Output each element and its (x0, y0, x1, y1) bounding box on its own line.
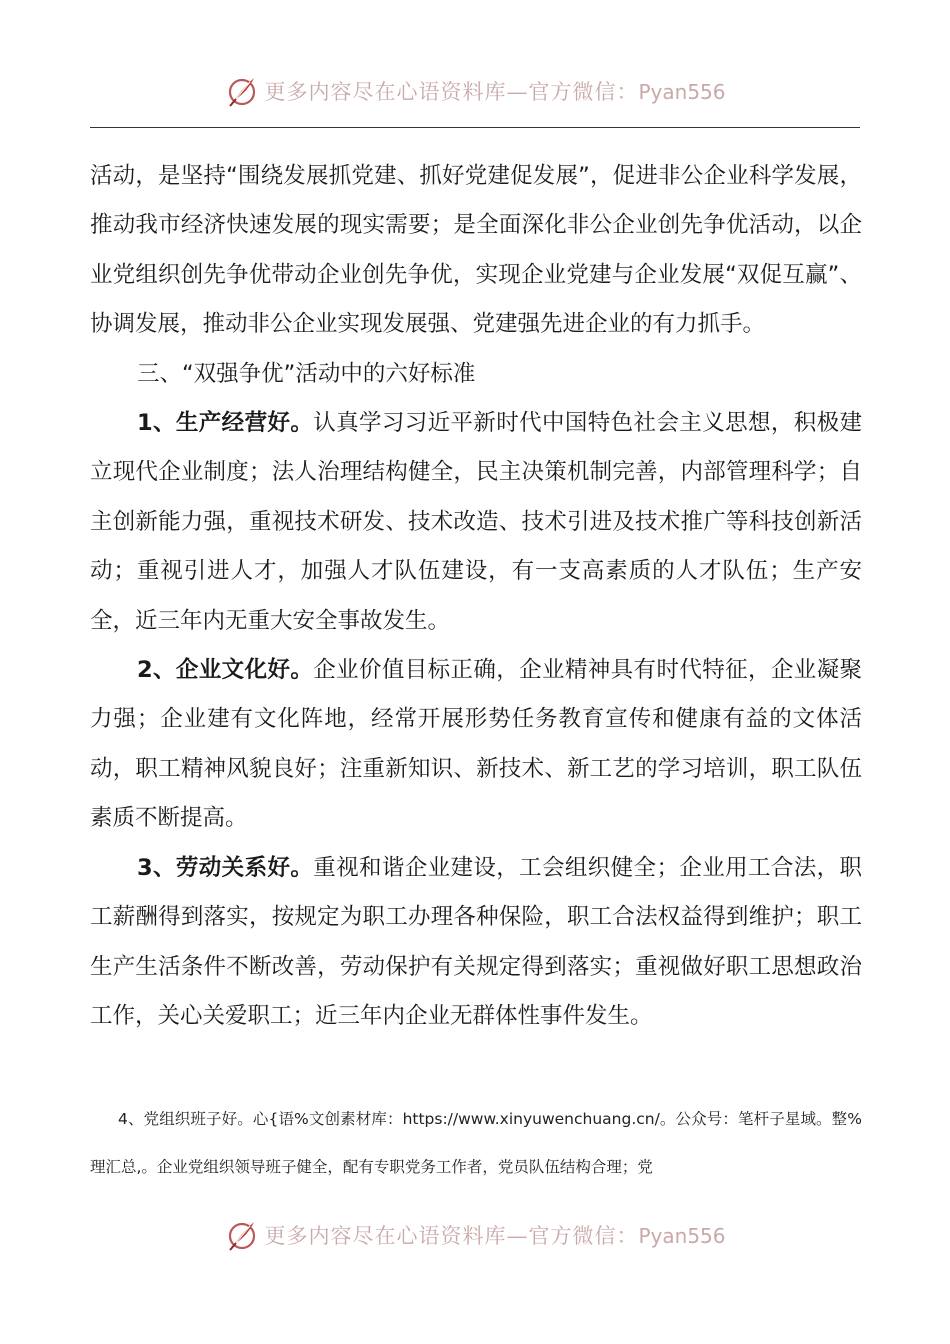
feather-quill-logo-icon (224, 1217, 260, 1253)
footer-banner-text: 更多内容尽在心语资料库—官方微信：Pyan556 (264, 1224, 726, 1248)
item-3-body: 重视和谐企业建设，工会组织健全；企业用工合法，职工薪酬得到落实，按规定为职工办理各种保险，职工合法权益得到维护；职工生产生活条件不断改善，劳动保护有关规定得到落实；重视做好职工思想政治工作，关心关爱职工；近三年内企业无群体性事件发生。 (90, 854, 862, 1029)
footer-wechat-id: Pyan556 (638, 1224, 726, 1248)
paragraph-intro: 活动，是坚持“围绕发展抓党建、抓好党建促发展”，促进非公企业科学发展，推动我市经济快速发展的现实需要；是全面深化非公企业创先争优活动，以企业党组织创先争优带动企业创先争优，实现企业党建与企业发展“双促互赢”、协调发展，推动非公企业实现发展强、党建强先进企业的有力抓手。 (90, 163, 862, 338)
paragraph-item-1 (90, 399, 862, 646)
header-wechat-id: Pyan556 (638, 80, 726, 104)
header-watermark-banner (0, 66, 950, 116)
paragraph-item-2 (90, 646, 862, 844)
header-divider (90, 127, 860, 128)
small-text-block (90, 1095, 862, 1191)
item-1-title: 1、生产经营好。 (137, 410, 314, 437)
feather-quill-logo-icon (224, 73, 260, 109)
item-2-body: 企业价值目标正确，企业精神具有时代特征，企业凝聚力强；企业建有文化阵地，经常开展形势任务教育宣传和健康有益的文体活动，职工精神风貌良好；注重新知识、新技术、新工艺的学习培训，职工队伍素质不断提高。 (90, 657, 862, 832)
footer-watermark-banner (0, 1210, 950, 1260)
paragraph-item-4: 4、党组织班子好。心{语%文创素材库：https://www.xinyuwenchuang.cn/。公众号：笔杆子星域。整%理汇总,。企业党组织领导班子健全，配有专职党务工作者，党员队伍结构合理；党 (90, 1110, 862, 1176)
section-heading: 三、“双强争优”活动中的六好标准 (137, 360, 476, 387)
document-body (90, 152, 862, 1041)
item-3-title: 3、劳动关系好。 (137, 854, 314, 881)
item-1-body: 认真学习习近平新时代中国特色社会主义思想，积极建立现代企业制度；法人治理结构健全，民主决策机制完善，内部管理科学；自主创新能力强，重视技术研发、技术改造、技术引进及技术推广等科技创新活动；重视引进人才，加强人才队伍建设，有一支高素质的人才队伍；生产安全，近三年内无重大安全事故发生。 (90, 410, 862, 634)
header-banner-text: 更多内容尽在心语资料库—官方微信：Pyan556 (264, 80, 726, 104)
paragraph-item-3 (90, 844, 862, 1042)
item-2-title: 2、企业文化好。 (137, 657, 314, 684)
